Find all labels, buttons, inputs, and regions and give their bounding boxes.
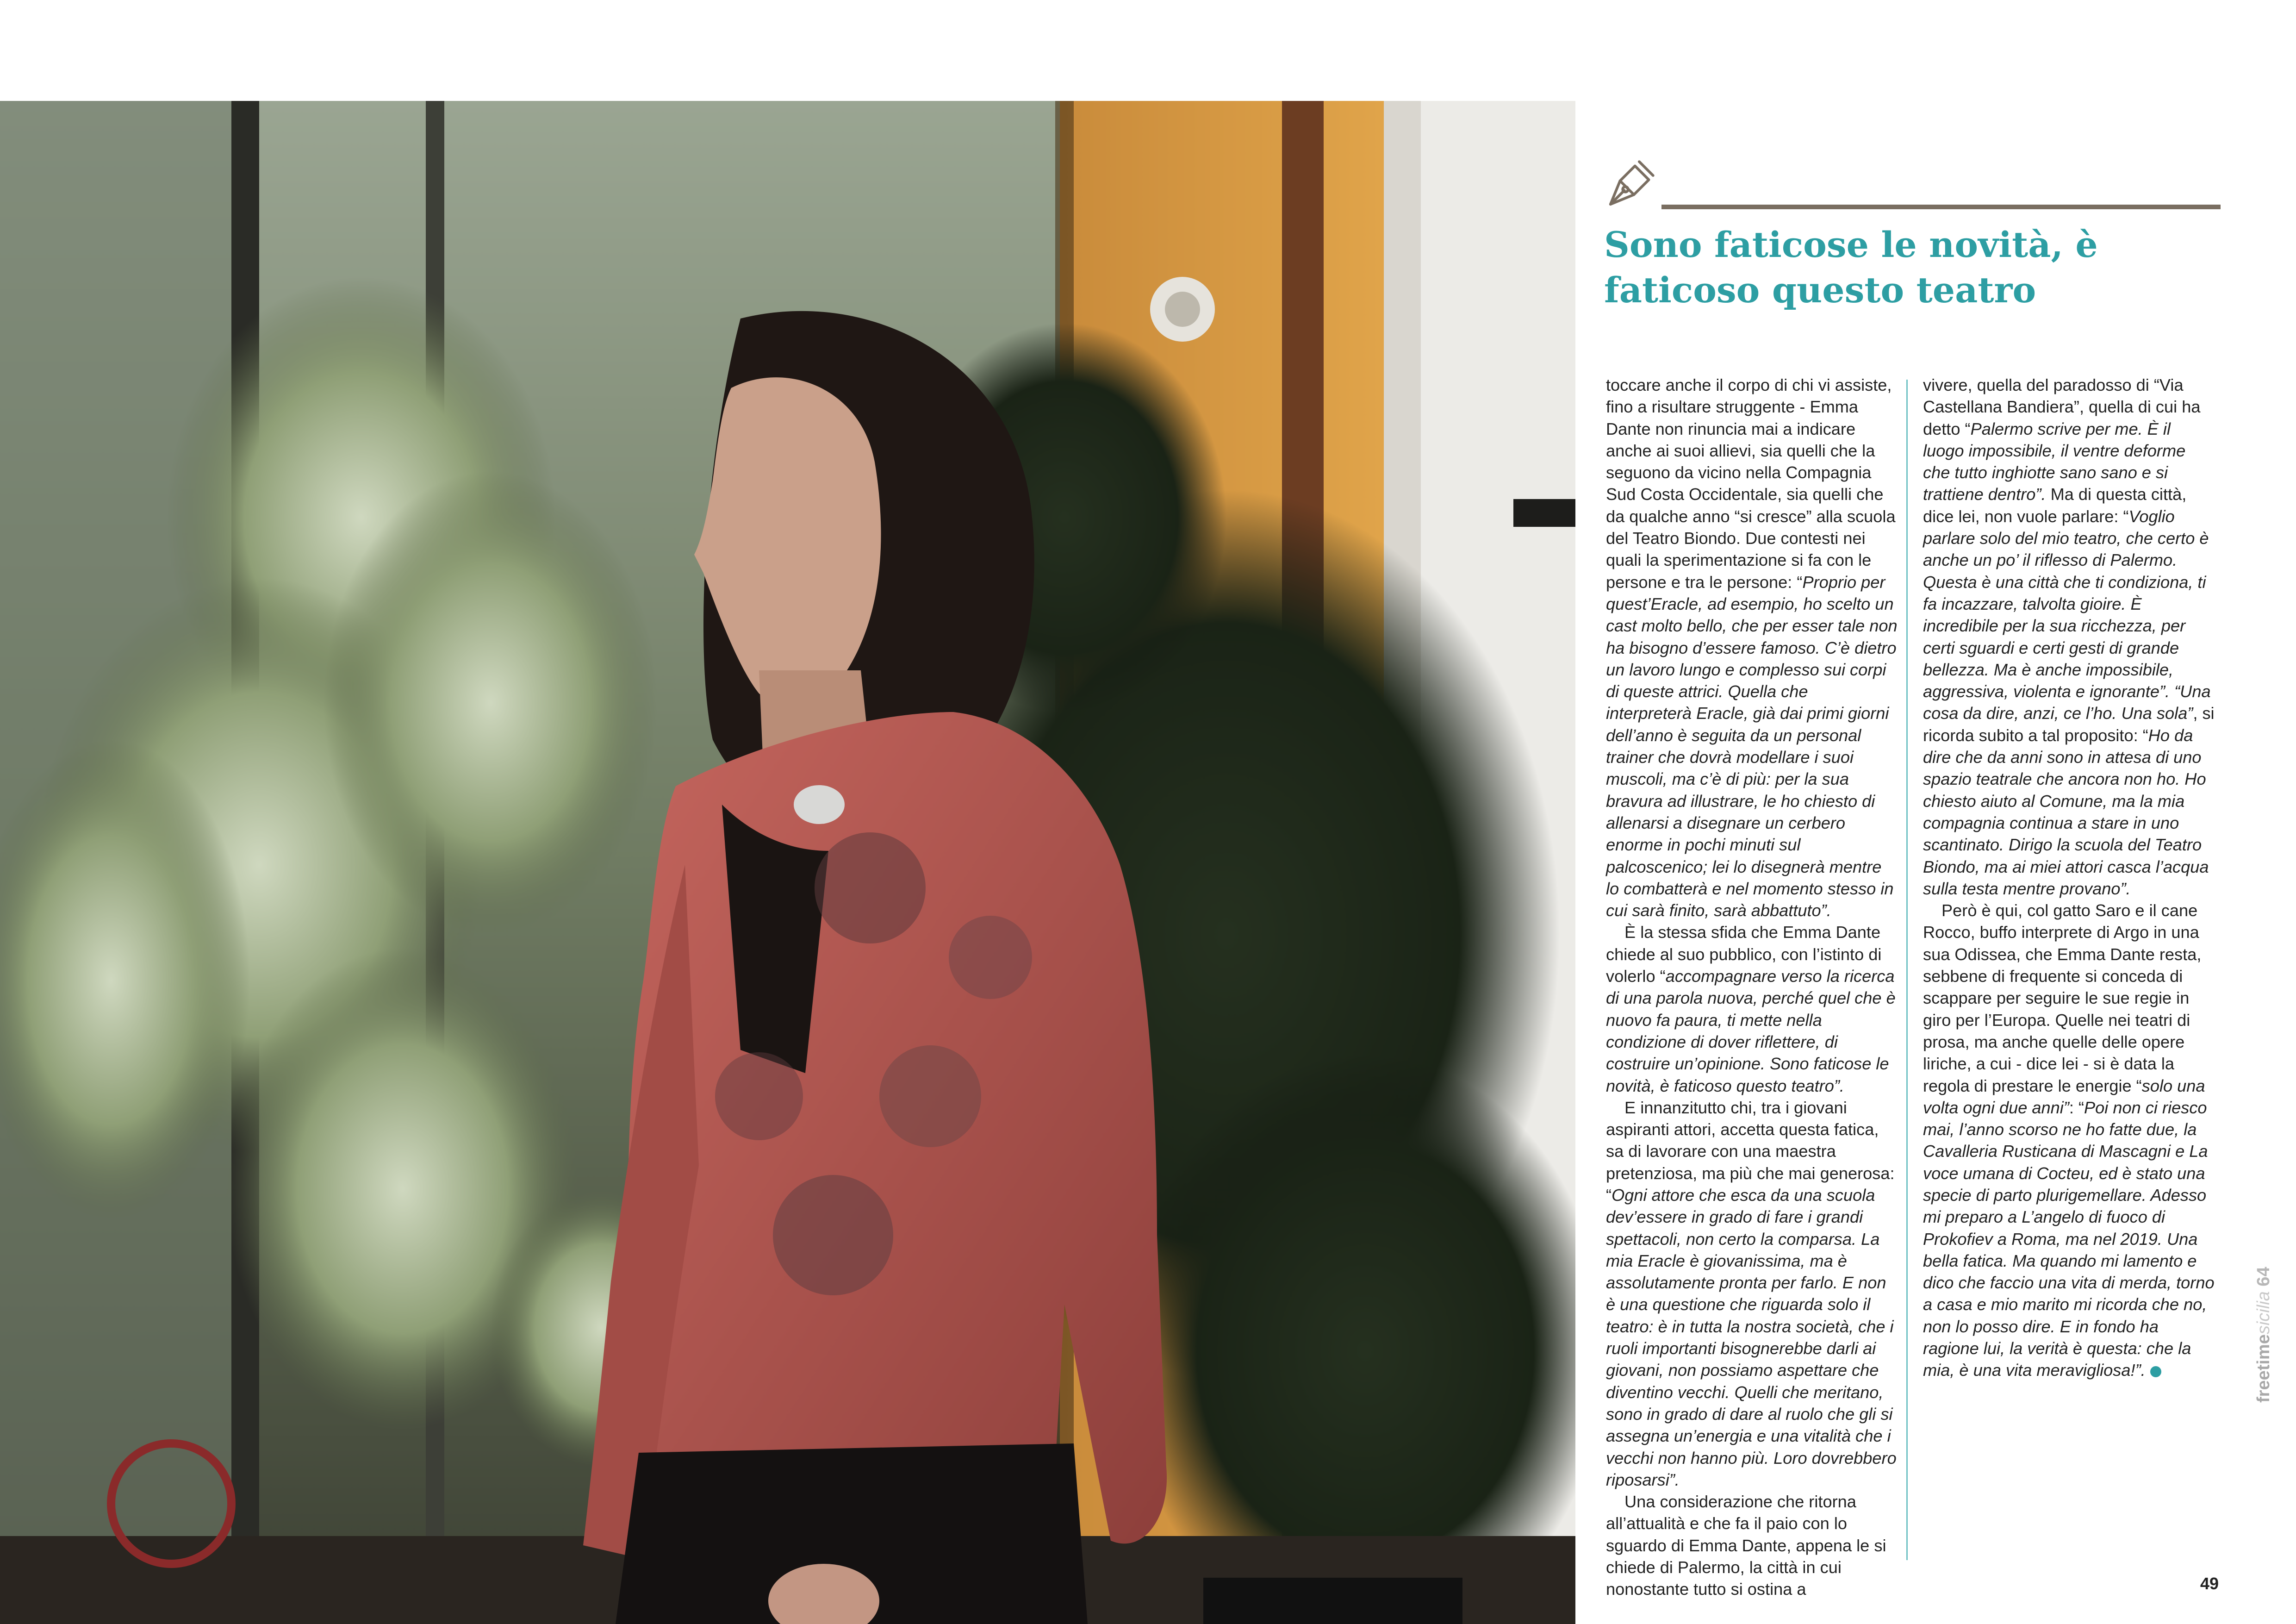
- quote-run: accompagnare verso la ricerca di una parola nuova, perché quel che è nuovo fa paura, ti mette nella condizione di dover riflettere, di costruire un’opinione. Sono faticose le novità, è faticoso questo teatro”.: [1606, 967, 1896, 1095]
- article-paragraph: [1606, 921, 1898, 1096]
- end-of-article-icon: ft: [2150, 1366, 2161, 1377]
- magazine-folio: [2254, 1267, 2274, 1403]
- article-paragraph: [1606, 1097, 1898, 1491]
- text-run: È la stessa sfida che Emma Dante chiede al suo pubblico, con l’istinto di volerlo “: [1606, 923, 1882, 986]
- article-paragraph: [1606, 374, 1898, 921]
- text-run: Ma di questa città, dice lei, non vuole parlare: “: [1923, 485, 2187, 526]
- text-run: Però è qui, col gatto Saro e il cane Rocco, buffo interprete di Argo in una sua Odissea, che Emma Dante resta, sebbene di frequente si conceda di scappare per seguire le sue regie in giro per l’Europa. Quelle nei teatri di prosa, ma anche quelle delle opere liriche, a cui - dice lei - si è data la regola di prestare le energie “: [1923, 901, 2202, 1095]
- text-column-2: [1923, 374, 2215, 1381]
- article-photo: [0, 101, 1575, 1624]
- quote-run: Ho da dire che da anni sono in attesa di uno spazio teatrale che ancora non ho. Ho chiesto aiuto al Comune, ma la mia compagnia continua a stare in uno scantinato. Dirigo la scuola del Teatro Biondo, ma ai miei attori casca l’acqua sulla testa mentre provano”.: [1923, 725, 2209, 898]
- text-run: E innanzitutto chi, tra i giovani aspiranti attori, accetta questa fatica, sa di lavorare con una maestra pretenziosa, ma più che mai generosa: “: [1606, 1098, 1895, 1205]
- text-run: : “: [2069, 1098, 2084, 1117]
- folio-brand-bold: freetime: [2254, 1334, 2273, 1403]
- text-run: vivere, quella del paradosso di “Via Castellana Bandiera”, quella di cui ha detto “: [1923, 375, 2201, 438]
- text-run: Una considerazione che ritorna all’attualità e che fa il paio con lo sguardo di Emma Dante, appena le si chiede di Palermo, la città in cui nonostante tutto si ostina a: [1606, 1492, 1886, 1599]
- quote-run: Proprio per quest’Eracle, ad esempio, ho scelto un cast molto bello, che per esser tale non ha bisogno d’essere famoso. C’è dietro un lavoro lungo e complesso sui corpi di queste attrici. Quella che interpreterà Eracle, già dai primi giorni dell’anno è seguita da un personal trainer che dovrà modellare i suoi muscoli, ma c’è di più: per la sua bravura ad illustrare, le ho chiesto di allenarsi a disegnare un cerbero enorme in pochi minuti sul palcoscenico; lei lo disegnerà mentre lo combatterà e nel momento stesso in cui sarà finito, sarà abbattuto”.: [1606, 572, 1898, 920]
- article-title: Sono faticose le novità, è faticoso questo teatro: [1604, 224, 2098, 311]
- folio-issue: 64: [2254, 1267, 2273, 1287]
- text-run: toccare anche il corpo di chi vi assiste, fino a risultare struggente - Emma Dante non rinuncia mai a indicare anche ai suoi allievi, sia quelli che la seguono da vicino nella Compagnia Sud Costa Occidentale, sia quelli che da qualche anno “si cresce” alla scuola del Teatro Biondo. Due contesti nei quali la sperimentazione si fa con le persone e tra le persone: “: [1606, 375, 1896, 592]
- quote-run: Palermo scrive per me. È il luogo impossibile, il ventre deforme che tutto inghiotte sano sano e si trattiene dentro”.: [1923, 419, 2186, 504]
- quote-run: Voglio parlare solo del mio teatro, che certo è anche un po’ il riflesso di Palermo. Questa è una città che ti condiziona, ti fa incazzare, talvolta gioire. È incredibile per la sua ricchezza, per certi sguardi e certi gesti di grande bellezza. Ma è anche impossibile, aggressiva, violenta e ignorante”. “Una cosa da dire, anzi, ce l’ho. Una sola”: [1923, 506, 2211, 723]
- quote-run: Poi non ci riesco mai, l’anno scorso ne ho fatte due, la Cavalleria Rusticana di Mascagni e La voce umana di Cocteu, ed è stato una specie di parto plurigemellare. Adesso mi preparo a L’angelo di fuoco di Prokofiev a Roma, ma nel 2019. Una bella fatica. Ma quando mi lamento e dico che faccio una vita di merda, torno a casa e mio marito mi ricorda che no, non lo posso dire. E in fondo ha ragione lui, la verità è questa: che la mia, è una vita meravigliosa!”.: [1923, 1098, 2215, 1380]
- page-number: 49: [2200, 1574, 2219, 1593]
- article-paragraph: [1923, 899, 2215, 1381]
- folio-brand-light: sicilia: [2254, 1291, 2273, 1335]
- text-run: , si ricorda subito a tal proposito: “: [1923, 704, 2215, 745]
- quote-run: solo una volta ogni due anni”: [1923, 1076, 2205, 1117]
- quote-run: Ogni attore che esca da una scuola dev’essere in grado di fare i grandi spettacoli, non certo la comparsa. La mia Eracle è giovanissima, ma è assolutamente pronta per farlo. E non è una questione che riguarda solo il teatro: è in tutta la nostra società, che i ruoli importanti bisognerebbe darli ai giovani, non possiamo aspettare che diventino vecchi. Quelli che meritano, sono in grado di dare al ruolo che gli si assegna un’energia e una vitalità che i vecchi non hanno più. Loro dovrebbero riposarsi”.: [1606, 1185, 1897, 1489]
- text-column-1: [1606, 374, 1898, 1600]
- article-paragraph: [1606, 1491, 1898, 1600]
- column-divider: [1906, 380, 1908, 1560]
- emma-dante-portrait: [0, 101, 1575, 1624]
- header-rule: [1661, 205, 2221, 209]
- article-paragraph: [1923, 374, 2215, 899]
- fountain-pen-nib-icon: [1604, 157, 1657, 211]
